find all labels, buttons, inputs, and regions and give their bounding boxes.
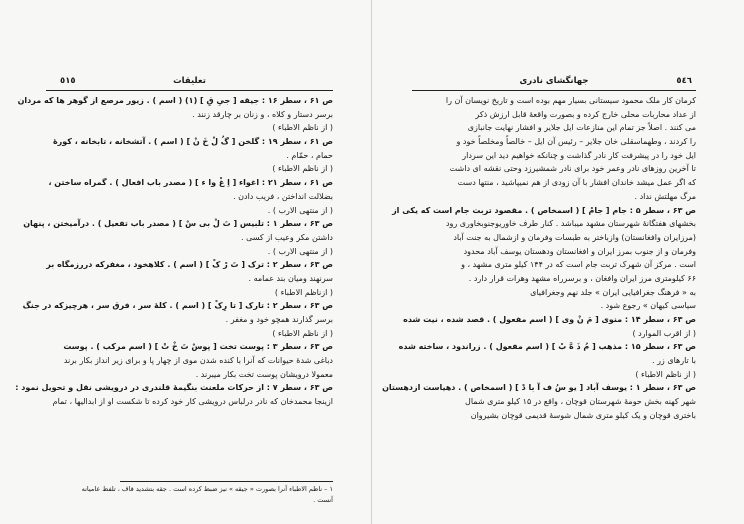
right-page-body bbox=[382, 94, 696, 423]
text-line: تا آخرین روزهای نادر وعمر خود برای نادر شمشیرزد وحتی نقشه ای داشت bbox=[449, 164, 696, 174]
entry-heading-line: ص ۶۳ ، سطر ۵ : جام [ جامْ ] ( اسمخاص ) . مقصود تربت جام است که یکی از bbox=[392, 205, 696, 215]
text-line: بضلالت انداختن ، فریب دادن . bbox=[233, 191, 333, 201]
entry-heading-line: ص ۶۱ ، سطر ۲۱ : اغواء [ اِ غْ وا ء ] ( مصدر باب افعال ) . گمراه ساختن ، bbox=[48, 178, 333, 188]
left-running-head: تعلیقات bbox=[173, 76, 206, 86]
text-line: با تارهای زر . bbox=[651, 356, 696, 366]
text-line: داشتن مکر وعیب از کسی . bbox=[241, 232, 333, 242]
entry-heading-line: ص ۶۳ ، سطر ۲ : ترک [ تَ رْ کْ ] ( اسم ) . کلاهخود ، مغفرکه دررزمگاه بر bbox=[46, 260, 333, 270]
entry-heading-line: ص ۶۳ ، سطر ۱۴ : منوی [ مَ نْ وی ] ( اسم مفعول ) . قصد شده ، نیت شده bbox=[403, 315, 696, 324]
text-line: (مرزایران وافغانستان) وازباختر به طبسات وفرمان و ازشمال به جنت آباد bbox=[453, 232, 696, 242]
text-line: وفرمان و از جنوب بمرز ایران و افغانستان ودهستان یوسف آباد محدود bbox=[463, 246, 696, 256]
entry-heading-line: ص ۶۳ ، سطر ۱ : تلبیس [ تَ لْ بی سْ ] ( مصدر باب تفعیل ) . درآمیختن ، پنهان bbox=[23, 219, 333, 229]
text-line: به « فرهنگ جغرافیایی ایران » جلد نهم وجغرافیای bbox=[530, 287, 696, 297]
text-line: را کردند ، وطهماسقلی خان جلایر – رئیس آن ایل – خالصاً ومخلصاً خود و bbox=[456, 137, 696, 147]
text-line: سیاسی کیهان » رجوع شود . bbox=[600, 301, 696, 311]
text-line: ایل خود را در پیشرفت کار نادر گذاشت و چنانکه خواهیم دید این سردار bbox=[462, 150, 696, 160]
text-line: مرگ مهلتش نداد . bbox=[634, 191, 696, 201]
text-line: حمام ، حمّام . bbox=[286, 150, 333, 160]
left-footnote bbox=[46, 484, 333, 506]
text-line: ( از ناظم الاطباء ) bbox=[272, 328, 333, 338]
right-page-header bbox=[412, 76, 696, 91]
text-line: که اگر عمل میشد خاندان افشار با آن زودی از هم نمیپاشید ، منتها دست bbox=[457, 178, 696, 188]
entry-heading-line: ص ۶۳ ، سطر ۱۵ : مذهب [ مُ ذَ هَّ بْ ] ( اسم مفعول ) . زراندود ، ساخته شده bbox=[398, 342, 696, 352]
entry-heading-line: ص ۶۱ ، سطر ۱۹ : گلخن [ گُ لْ خَ نْ ] ( اسم ) . آتشخانه ، تابخانه ، کورهٔ bbox=[52, 137, 333, 147]
text-line: ( از اقرب الموارد ) bbox=[632, 328, 696, 338]
text-line: دباغی شدهٔ حیوانات که آنرا با کنده شدن موی از چهار پا و برای زیر انداز بکار برند bbox=[63, 356, 333, 366]
text-line: ازینجا محمدخان که نادر درلباس درویشی کار خود کرده تا شکست او از ابدالیها ، تمام bbox=[52, 397, 333, 407]
text-line: بخشهای هفتگانهٔ شهرستان مشهد میباشد . کنار طرف خاوریوجنوبخاوری رود bbox=[445, 219, 696, 229]
left-page-number: ٥١٥ bbox=[60, 76, 76, 86]
footnote-line: ۱ – ناظم الاطباء آنرا بصورت « جیقه » نیز ضبط کرده است . جقه بتشدید قاف ، تلفظ عامیانه bbox=[81, 485, 333, 493]
entry-heading-line: ص ۶۳ ، سطر ۲ : تارک [ تا رِکْ ] ( اسم ) . کلهٔ سر ، فرق سر ، هرچیزکه در جنگ bbox=[22, 301, 333, 311]
text-line: ( از ناظم الاطباء ) bbox=[635, 369, 696, 379]
footnote-rule bbox=[120, 481, 333, 482]
text-line: کرمان کار ملک محمود سیستانی بسیار مهم بوده است و تاریخ نویسان آن را bbox=[445, 96, 696, 105]
right-page-number: ٥٤٦ bbox=[676, 76, 692, 86]
text-line: است . مرکز آن شهرک تربت جام است که در ۱۴۴ کیلو متری مشهد ، و bbox=[461, 260, 696, 270]
text-line: ۶۶ کیلومتری مرز ایران وافغان ، و برسرراه مشهد وهرات قرار دارد . bbox=[468, 273, 696, 283]
text-line: شهر کهنه بخش حومهٔ شهرستان قوچان ، واقع در ۱۵ کیلو متری شمال bbox=[465, 397, 696, 407]
text-line: معمولا درویشان پوست تخت بکار میبرند . bbox=[195, 369, 333, 379]
entry-heading-line: ص ۶۳ ، سطر ۷ : از حرکات ملعنت بنگیمهٔ قلندری در درویشی نقل و تحویل نمود : bbox=[15, 383, 333, 393]
text-line: از عداد محاربات محلی خارج کرده و بصورت واقعهٔ قابل ارزش ذکر bbox=[475, 109, 696, 119]
text-line: ( ازناظم الاطباء ) bbox=[274, 287, 333, 297]
text-line: ( از ناظم الاطباء ) bbox=[272, 164, 333, 174]
footnote-line: آنست . bbox=[313, 496, 333, 504]
text-line: می کنند . اصلاً جز تمام این منازعات ایل جلایر و افشار نهایت جانبازی bbox=[467, 123, 696, 133]
text-line: ( از ناظم الاطباء ) bbox=[272, 123, 333, 133]
right-running-head: جهانگشای نادری bbox=[519, 76, 589, 86]
text-line: باختری قوچان و یک کیلو متری شمال شوسهٔ قدیمی قوچان بشیروان bbox=[470, 410, 696, 420]
text-line: سرنهند ومیان بند عمامه . bbox=[248, 273, 333, 283]
entry-heading-line: ص ۶۱ ، سطر ۱۶ : جیقه [ جیِ قِ ] (۱) ( اسم ) . زیور مرصع از گوهر ها که مردان bbox=[17, 96, 333, 105]
text-line: ( از منتهی الارب ) . bbox=[267, 246, 333, 256]
text-line: برسر گذارند همچو خود و مغفر . bbox=[225, 315, 333, 324]
left-page-header bbox=[46, 76, 333, 91]
entry-heading-line: ص ۶۳ ، سطر ۳ : پوست تخت [ پوسْ تَ خْ تْ ] ( اسم مرکب ) . پوست bbox=[63, 342, 333, 352]
text-line: ( از منتهی الارب ) . bbox=[267, 205, 333, 215]
right-page bbox=[372, 0, 744, 524]
entry-heading-line: ص ۶۳ ، سطر ۱ : یوسف آباد [ یو سُ ف آ با دْ ] ( اسمخاص ) . دهیاست ازدهستان bbox=[382, 383, 696, 393]
text-line: برسر دستار و کلاه ، و زنان بر چارقد زنند . bbox=[192, 109, 333, 119]
left-page-body bbox=[15, 94, 333, 409]
